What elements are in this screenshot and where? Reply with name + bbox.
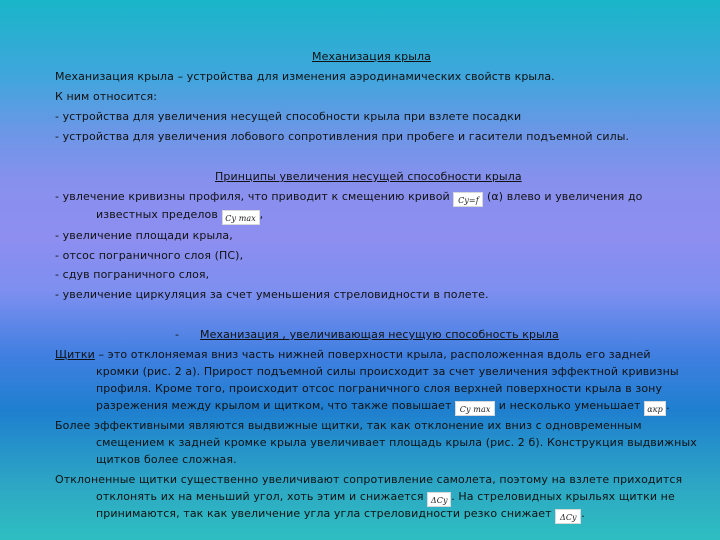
paragraph-line bbox=[96, 507, 585, 524]
formula-delta-cy: ΔCy bbox=[555, 509, 581, 524]
formula-cy-f: Cy=f bbox=[453, 192, 483, 207]
formula-alpha-kr: αкр bbox=[644, 401, 666, 416]
text-segment: известных пределов bbox=[96, 208, 218, 221]
text-segment: - увлечение кривизны профиля, что приводит к смещению кривой bbox=[55, 190, 450, 203]
section2-item-continuation bbox=[96, 208, 263, 225]
formula-cy-max: Cy max bbox=[222, 210, 260, 225]
paragraph-line: смещением к задней кромке крыла увеличивает площадь крыла (рис. 2 б). Конструкция выдвижных bbox=[96, 436, 697, 449]
text-segment: разрежения между крылом и щитком, что также повышает bbox=[96, 399, 452, 412]
paragraph-line: Отклоненные щитки существенно увеличивают сопротивление самолета, поэтому на взлете приходится bbox=[55, 473, 683, 486]
paragraph-line bbox=[96, 490, 675, 507]
text-segment: (α) влево и увеличения до bbox=[487, 190, 643, 203]
text-segment: . На стреловидных крыльях щитки не bbox=[451, 490, 675, 503]
section3-dash: - bbox=[175, 328, 180, 341]
section1-title: Механизация крыла bbox=[312, 50, 431, 63]
paragraph-line: Более эффективными являются выдвижные щитки, так как отклонение их вниз с одновременным bbox=[55, 419, 642, 432]
text-segment: . bbox=[581, 507, 585, 520]
formula-cy-max: Cy max bbox=[455, 401, 495, 416]
text-segment: отклонять их на меньший угол, хоть этим и снижается bbox=[96, 490, 424, 503]
paragraph-line bbox=[96, 399, 670, 416]
text-segment: , bbox=[259, 208, 264, 221]
term-shchitki: Щитки bbox=[55, 348, 95, 361]
section1-definition: Механизация крыла – устройства для изменения аэродинамических свойств крыла. bbox=[55, 70, 555, 83]
section2-item: - отсос пограничного слоя (ПС), bbox=[55, 249, 244, 262]
section2-item: - увеличение циркуляция за счет уменьшения стреловидности в полете. bbox=[55, 288, 489, 301]
text-segment: принимаются, так как увеличение угла угла стреловидности резко снижает bbox=[96, 507, 552, 520]
section2-title: Принципы увеличения несущей способности крыла bbox=[215, 170, 522, 183]
section1-item: - устройства для увеличения лобового сопротивления при пробеге и гасители подъемной силы. bbox=[55, 130, 630, 143]
paragraph-line bbox=[55, 348, 651, 362]
section2-item: - увеличение площади крыла, bbox=[55, 229, 233, 242]
text-segment: . bbox=[666, 399, 670, 412]
section1-intro: К ним относится: bbox=[55, 90, 158, 103]
section2-item bbox=[55, 190, 643, 207]
section3-title: Механизация , увеличивающая несущую способность крыла bbox=[200, 328, 559, 341]
formula-delta-cy: ΔCy bbox=[427, 492, 451, 507]
text-segment: – это отклоняемая вниз часть нижней поверхности крыла, расположенная вдоль его задней bbox=[94, 348, 651, 361]
paragraph-line: кромки (рис. 2 а). Прирост подъемной силы происходит за счет увеличения эффектной кривизны bbox=[96, 365, 679, 378]
paragraph-line: щитков более сложная. bbox=[96, 453, 237, 466]
section1-item: - устройства для увеличения несущей способности крыла при взлете посадки bbox=[55, 110, 522, 123]
paragraph-line: профиля. Кроме того, происходит отсос пограничного слоя верхней поверхности крыла в зону bbox=[96, 382, 663, 395]
text-segment: и несколько уменьшает bbox=[498, 399, 641, 412]
section2-item: - сдув пограничного слоя, bbox=[55, 268, 210, 281]
